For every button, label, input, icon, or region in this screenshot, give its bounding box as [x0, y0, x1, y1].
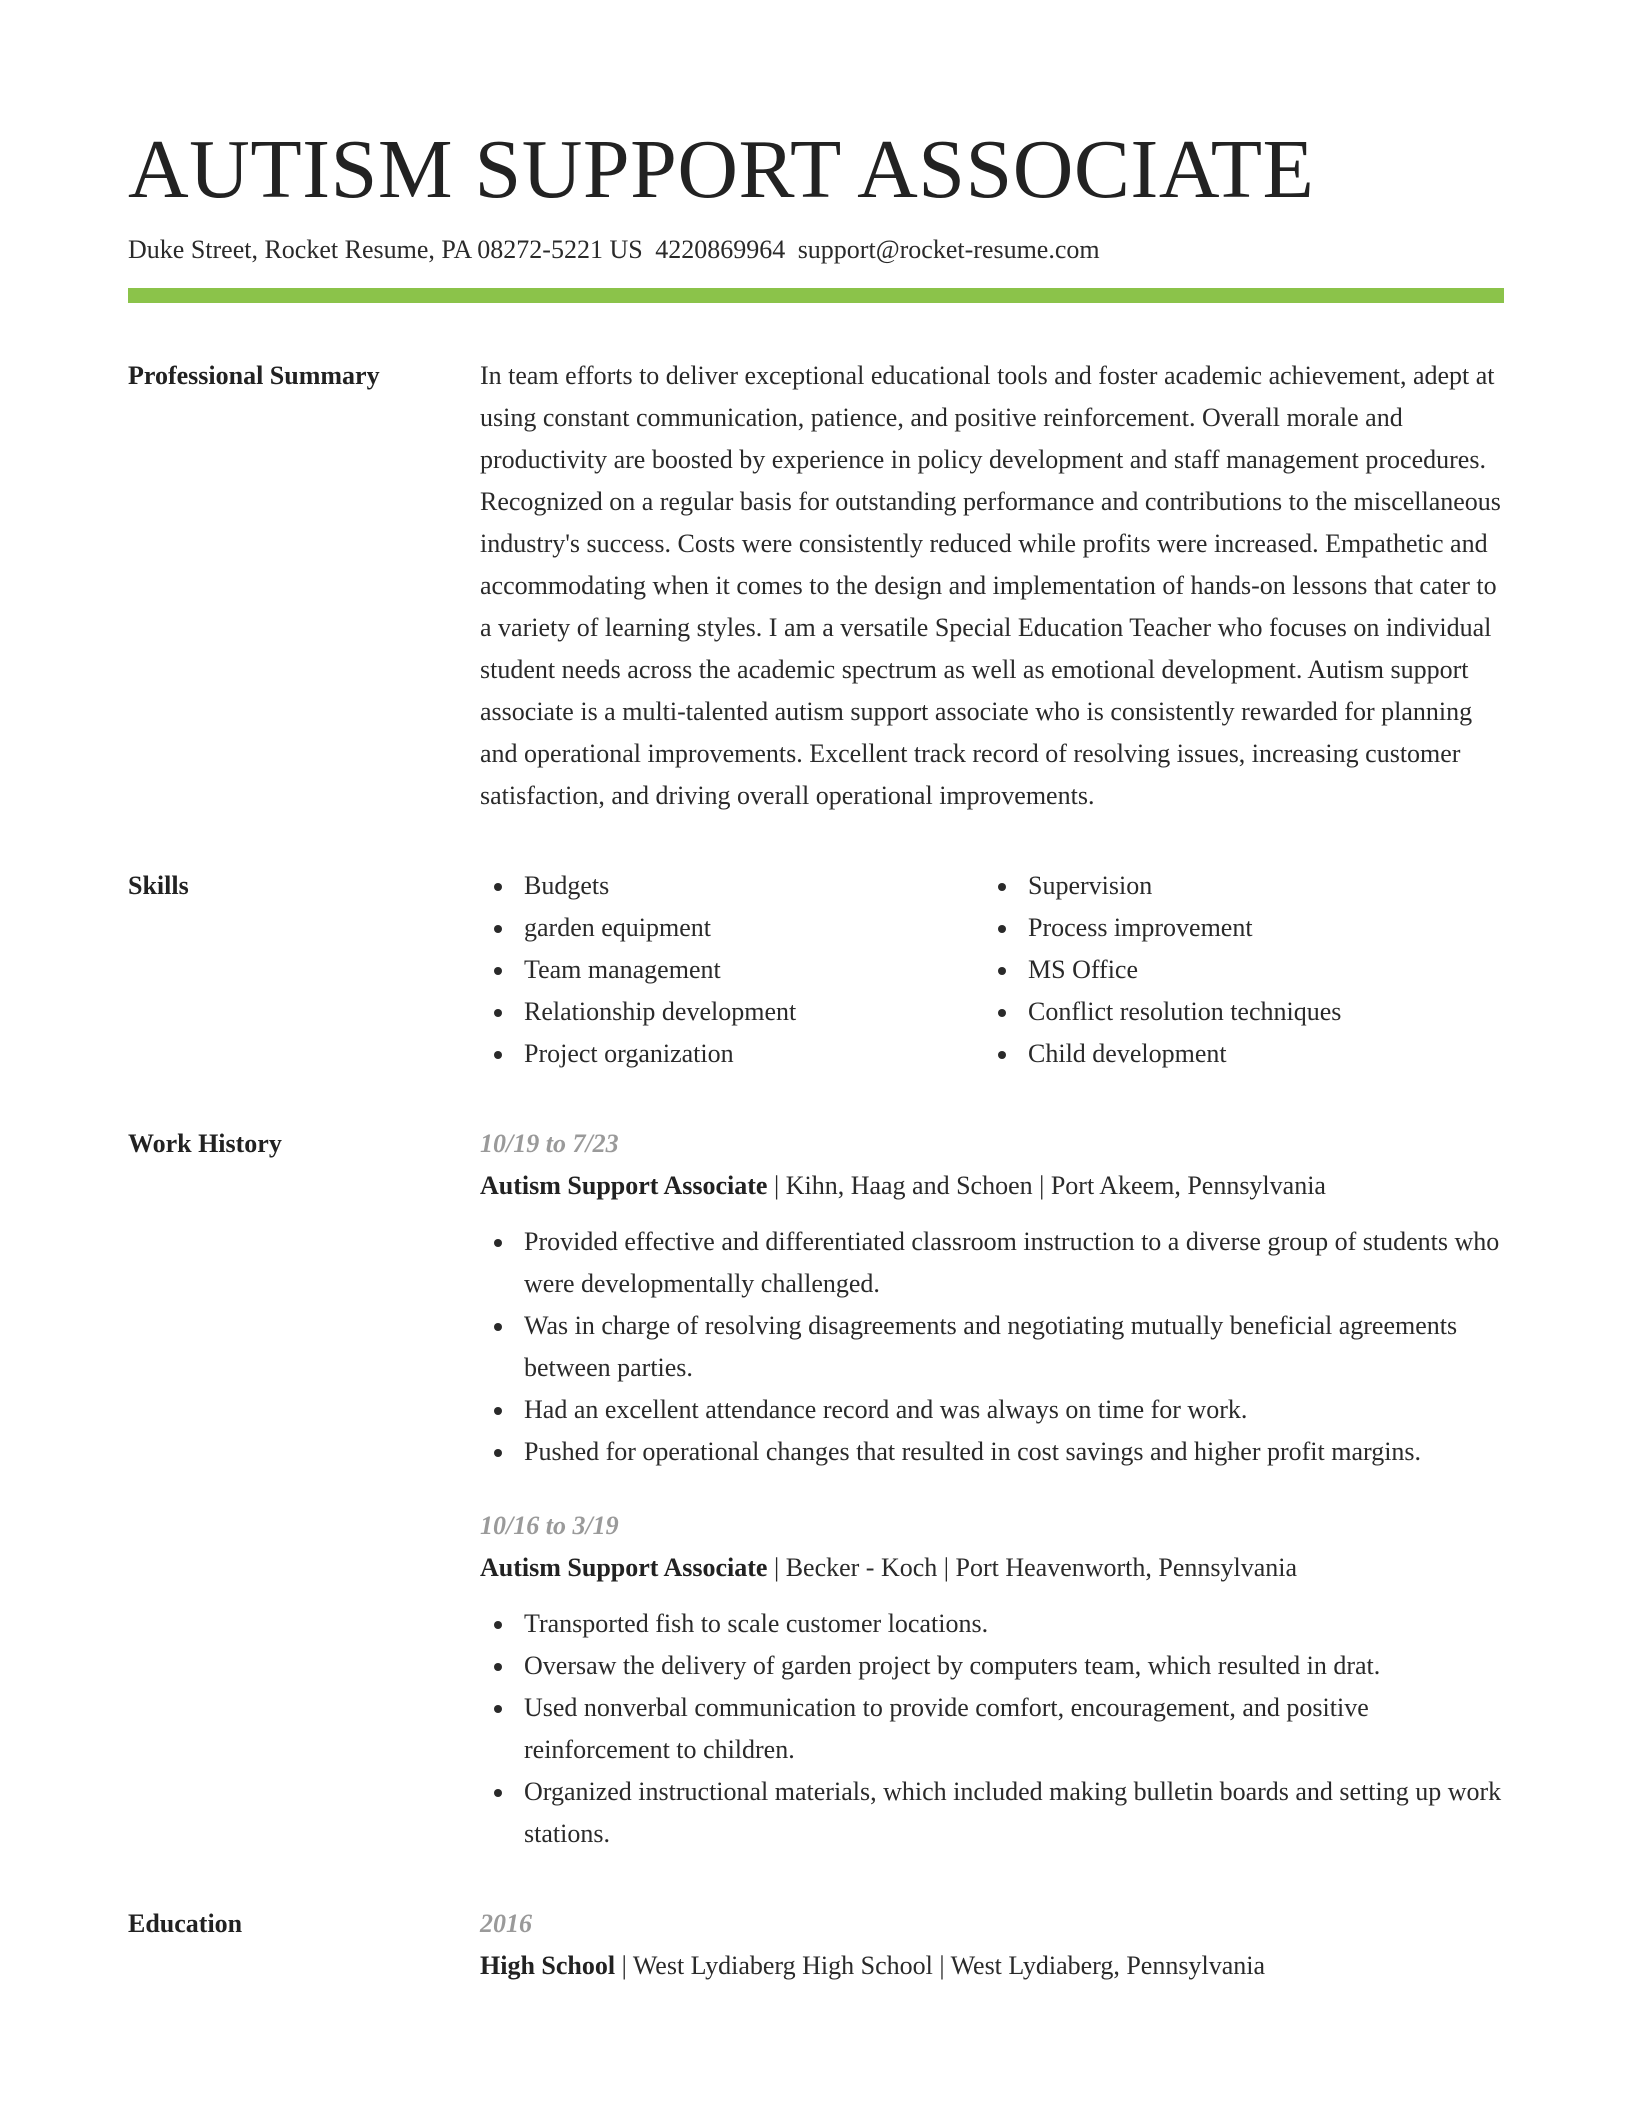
bullet-icon: [998, 1009, 1006, 1017]
header-divider: [128, 288, 1504, 303]
skill-item: Relationship development: [480, 991, 984, 1033]
job-dates: 10/19 to 7/23: [480, 1129, 619, 1158]
bullet-icon: [494, 1239, 502, 1247]
job-bullet: Oversaw the delivery of garden project by computers team, which resulted in drat.: [480, 1645, 1504, 1687]
job-heading: [480, 1547, 1504, 1589]
work-history-body: [480, 1123, 1504, 1855]
job-title: Autism Support Associate: [480, 1171, 768, 1200]
skill-item: Conflict resolution techniques: [984, 991, 1488, 1033]
work-history-section: [128, 1123, 1504, 1855]
bullet-icon: [998, 1051, 1006, 1059]
summary-body: [480, 355, 1504, 817]
bullet-icon: [494, 1449, 502, 1457]
education-year: 2016: [480, 1909, 532, 1938]
job-bullet: Provided effective and differentiated classroom instruction to a diverse group of students who were developmentally challenged.: [480, 1221, 1504, 1305]
contact-email: support@rocket-resume.com: [797, 235, 1100, 264]
bullet-icon: [494, 883, 502, 891]
skill-item: MS Office: [984, 949, 1488, 991]
bullet-icon: [494, 1323, 502, 1331]
contact-address: Duke Street, Rocket Resume, PA 08272-5221 US: [128, 235, 643, 264]
job-bullet: Had an excellent attendance record and was always on time for work.: [480, 1389, 1504, 1431]
summary-heading: Professional Summary: [128, 361, 380, 390]
job-title: Autism Support Associate: [480, 1553, 768, 1582]
skills-list-left: [480, 865, 984, 1075]
bullet-icon: [494, 1407, 502, 1415]
job-entry: [480, 1123, 1504, 1473]
skills-body: [480, 865, 1504, 1075]
skill-item: Budgets: [480, 865, 984, 907]
education-heading: Education: [128, 1909, 243, 1938]
work-history-heading: Work History: [128, 1129, 282, 1158]
job-dates: 10/16 to 3/19: [480, 1511, 619, 1540]
job-details: | Kihn, Haag and Schoen | Port Akeem, Pennsylvania: [767, 1171, 1326, 1200]
summary-text: In team efforts to deliver exceptional educational tools and foster academic achievement, adept at using constant communication, patience, and positive reinforcement. Overall morale and productivity are boosted by experience in policy development and staff management procedures. Recognized on a regular basis for outstanding performance and contributions to the miscellaneous industry's success. Costs were consistently reduced while profits were increased. Empathetic and accommodating when it comes to the design and implementation of hands-on lessons that cater to a variety of learning styles. I am a versatile Special Education Teacher who focuses on individual student needs across the academic spectrum as well as emotional development. Autism support associate is a multi-talented autism support associate who is consistently rewarded for planning and operational improvements. Excellent track record of resolving issues, increasing customer satisfaction, and driving overall operational improvements.: [480, 361, 1501, 810]
bullet-icon: [998, 967, 1006, 975]
resume-name: AUTISM SUPPORT ASSOCIATE: [128, 123, 1315, 216]
job-heading: [480, 1165, 1504, 1207]
skill-item: garden equipment: [480, 907, 984, 949]
bullet-icon: [494, 967, 502, 975]
education-heading-line: [480, 1945, 1504, 1987]
bullet-icon: [494, 1051, 502, 1059]
bullet-icon: [494, 1789, 502, 1797]
bullet-icon: [494, 1621, 502, 1629]
job-bullet: Pushed for operational changes that resulted in cost savings and higher profit margins.: [480, 1431, 1504, 1473]
education-body: [480, 1903, 1504, 1987]
bullet-icon: [998, 925, 1006, 933]
bullet-icon: [494, 1009, 502, 1017]
job-bullets: [480, 1221, 1504, 1473]
job-bullet: Was in charge of resolving disagreements and negotiating mutually beneficial agreements between parties.: [480, 1305, 1504, 1389]
bullet-icon: [494, 925, 502, 933]
skills-heading: Skills: [128, 871, 189, 900]
education-degree: High School: [480, 1951, 616, 1980]
education-section: [128, 1903, 1504, 1987]
contact-line: [128, 230, 1504, 270]
bullet-icon: [494, 1663, 502, 1671]
job-details: | Becker - Koch | Port Heavenworth, Pennsylvania: [767, 1553, 1298, 1582]
bullet-icon: [494, 1705, 502, 1713]
education-details: | West Lydiaberg High School | West Lydiaberg, Pennsylvania: [615, 1951, 1265, 1980]
summary-section: [128, 355, 1504, 817]
skills-section: [128, 865, 1504, 1075]
skill-item: Team management: [480, 949, 984, 991]
resume-page: [128, 120, 1504, 1987]
skill-item: Project organization: [480, 1033, 984, 1075]
job-bullet: Used nonverbal communication to provide comfort, encouragement, and positive reinforcement to children.: [480, 1687, 1504, 1771]
bullet-icon: [998, 883, 1006, 891]
skills-list-right: [984, 865, 1488, 1075]
contact-phone: 4220869964: [655, 235, 786, 264]
job-entry: [480, 1505, 1504, 1855]
skill-item: Supervision: [984, 865, 1488, 907]
job-bullets: [480, 1603, 1504, 1855]
skill-item: Child development: [984, 1033, 1488, 1075]
skill-item: Process improvement: [984, 907, 1488, 949]
job-bullet: Organized instructional materials, which included making bulletin boards and setting up work stations.: [480, 1771, 1504, 1855]
job-bullet: Transported fish to scale customer locations.: [480, 1603, 1504, 1645]
